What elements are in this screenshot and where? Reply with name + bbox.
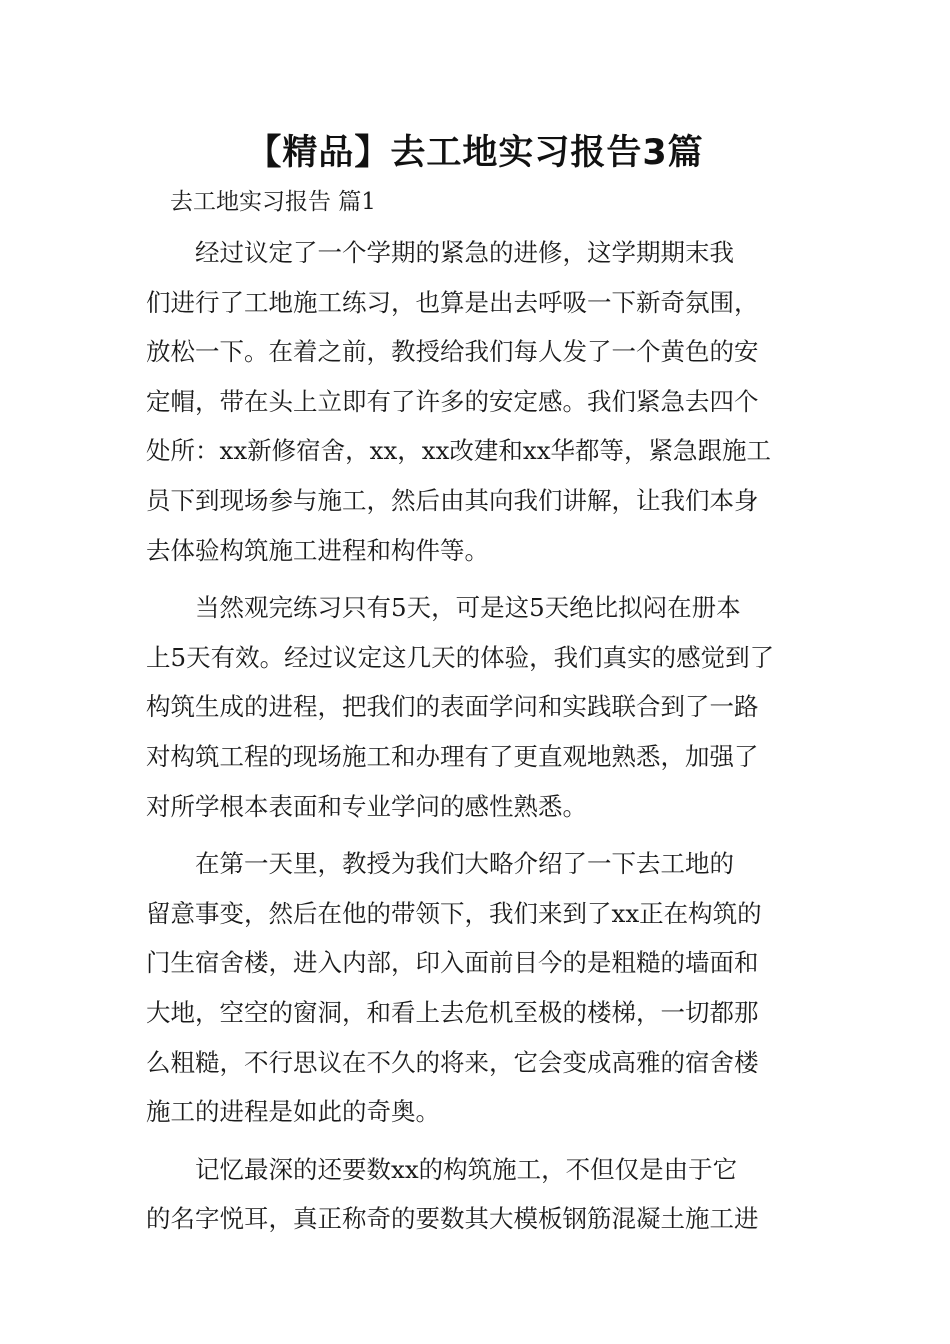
document-body: [146, 228, 806, 1252]
document-title: 【精品】去工地实习报告3篇: [246, 133, 704, 173]
section-heading: 去工地实习报告 篇1: [170, 189, 376, 215]
paragraph: 记忆最深的还要数xx的构筑施工，不但仅是由于它 的名字悦耳，真正称奇的要数其大模板钢筋混凝土施工进: [146, 1154, 759, 1234]
paragraph: 经过议定了一个学期的紧急的进修，这学期期末我 们进行了工地施工练习，也算是出去呼吸一下新奇氛围， 放松一下。在着之前，教授给我们每人发了一个黄色的安 定帽，带在头上立即有了许多的安定感。我们紧急去四个 处所：xx新修宿舍，xx，xx改建和xx华都等，紧急跟施工 员下到现场参与施工，然后由其向我们讲解，让我们本身 去体验构筑施工进程和构件等。: [146, 238, 772, 565]
paragraph: 在第一天里，教授为我们大略介绍了一下去工地的 留意事变，然后在他的带领下，我们来到了xx正在构筑的 门生宿舍楼，进入内部，印入面前目今的是粗糙的墙面和 大地，空空的窗洞，和看上去危机至极的楼梯，一切都那 么粗糙，不行思议在不久的将来，它会变成高雅的宿舍楼 施工的进程是如此的奇奥。: [146, 849, 762, 1127]
paragraph: 当然观完练习只有5天，可是这5天绝比拟闷在册本 上5天有效。经过议定这几天的体验，我们真实的感觉到了 构筑生成的进程，把我们的表面学问和实践联合到了一路 对构筑工程的现场施工和办理有了更直观地熟悉，加强了 对所学根本表面和专业学问的感性熟悉。: [146, 593, 775, 821]
